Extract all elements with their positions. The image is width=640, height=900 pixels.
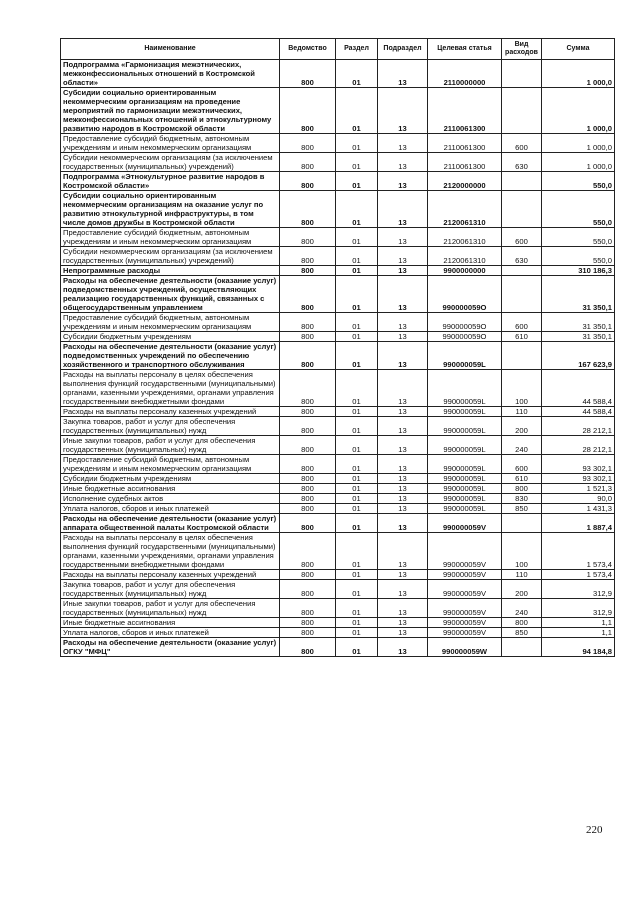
cell-amount: 310 186,3 — [542, 266, 615, 276]
cell-vedomstvo: 800 — [280, 484, 336, 494]
cell-vedomstvo: 800 — [280, 172, 336, 191]
cell-amount: 31 350,1 — [542, 276, 615, 313]
cell-expense-type: 600 — [502, 455, 542, 474]
table-row — [61, 504, 615, 514]
cell-amount: 44 588,4 — [542, 370, 615, 407]
cell-expense-type — [502, 276, 542, 313]
cell-podrazdel: 13 — [378, 134, 428, 153]
table-row — [61, 276, 615, 313]
cell-amount: 28 212,1 — [542, 417, 615, 436]
cell-amount: 1,1 — [542, 618, 615, 628]
cell-vedomstvo: 800 — [280, 638, 336, 657]
cell-amount: 31 350,1 — [542, 313, 615, 332]
header-podr: Подраздел — [378, 39, 428, 60]
cell-razdel: 01 — [336, 474, 378, 484]
cell-podrazdel: 13 — [378, 436, 428, 455]
cell-podrazdel: 13 — [378, 638, 428, 657]
header-row — [61, 39, 615, 60]
table-row — [61, 342, 615, 370]
cell-amount: 1 887,4 — [542, 514, 615, 533]
cell-target-article: 2110061300 — [428, 153, 502, 172]
table-row — [61, 332, 615, 342]
cell-razdel: 01 — [336, 504, 378, 514]
cell-expense-type: 200 — [502, 580, 542, 599]
cell-razdel: 01 — [336, 514, 378, 533]
cell-podrazdel: 13 — [378, 504, 428, 514]
cell-amount: 93 302,1 — [542, 474, 615, 484]
cell-razdel: 01 — [336, 436, 378, 455]
cell-name: Закупка товаров, работ и услуг для обеспечения государственных (муниципальных) нужд — [61, 417, 280, 436]
table-row — [61, 455, 615, 474]
cell-target-article: 990000059V — [428, 628, 502, 638]
cell-razdel: 01 — [336, 570, 378, 580]
page-number: 220 — [586, 824, 603, 836]
cell-vedomstvo: 800 — [280, 494, 336, 504]
cell-razdel: 01 — [336, 266, 378, 276]
table-row — [61, 514, 615, 533]
table-row — [61, 172, 615, 191]
cell-amount: 90,0 — [542, 494, 615, 504]
cell-name: Субсидии социально ориентированным некоммерческим организациям на оказание услуг по развитию этнокультурной инфраструктуры, в том числе домов дружбы в Костромской области — [61, 191, 280, 228]
cell-razdel: 01 — [336, 191, 378, 228]
cell-amount: 93 302,1 — [542, 455, 615, 474]
cell-expense-type — [502, 638, 542, 657]
cell-target-article: 990000059W — [428, 638, 502, 657]
cell-podrazdel: 13 — [378, 484, 428, 494]
cell-razdel: 01 — [336, 134, 378, 153]
cell-podrazdel: 13 — [378, 153, 428, 172]
cell-name: Предоставление субсидий бюджетным, автономным учреждениям и иным некоммерческим организациям — [61, 313, 280, 332]
cell-name: Расходы на обеспечение деятельности (оказание услуг) подведомственных учреждений по обеспечению хозяйственного и транспортного обслуживания — [61, 342, 280, 370]
cell-name: Расходы на выплаты персоналу казенных учреждений — [61, 570, 280, 580]
cell-podrazdel: 13 — [378, 417, 428, 436]
cell-vedomstvo: 800 — [280, 407, 336, 417]
cell-expense-type: 800 — [502, 618, 542, 628]
cell-target-article: 990000059О — [428, 276, 502, 313]
table-row — [61, 618, 615, 628]
cell-target-article: 9900000000 — [428, 266, 502, 276]
cell-razdel: 01 — [336, 533, 378, 570]
cell-target-article: 990000059V — [428, 570, 502, 580]
cell-expense-type: 110 — [502, 570, 542, 580]
table-row — [61, 134, 615, 153]
cell-target-article: 2120061310 — [428, 247, 502, 266]
cell-target-article: 990000059V — [428, 580, 502, 599]
cell-vedomstvo: 800 — [280, 88, 336, 134]
cell-vedomstvo: 800 — [280, 455, 336, 474]
cell-name: Субсидии бюджетным учреждениям — [61, 474, 280, 484]
cell-expense-type: 830 — [502, 494, 542, 504]
table-row — [61, 474, 615, 484]
cell-razdel: 01 — [336, 313, 378, 332]
cell-name: Расходы на выплаты персоналу в целях обеспечения выполнения функций государственными (муниципальными) органами, казенными учреждениями, органами управления государственными внебюджетными фондами — [61, 533, 280, 570]
cell-expense-type: 110 — [502, 407, 542, 417]
cell-target-article: 2110000000 — [428, 60, 502, 88]
header-vid: Вид расходов — [502, 39, 542, 60]
cell-amount: 1 000,0 — [542, 60, 615, 88]
cell-razdel: 01 — [336, 599, 378, 618]
cell-expense-type: 100 — [502, 533, 542, 570]
cell-podrazdel: 13 — [378, 533, 428, 570]
cell-vedomstvo: 800 — [280, 474, 336, 484]
cell-expense-type: 850 — [502, 504, 542, 514]
cell-vedomstvo: 800 — [280, 191, 336, 228]
cell-podrazdel: 13 — [378, 628, 428, 638]
cell-target-article: 990000059V — [428, 533, 502, 570]
cell-vedomstvo: 800 — [280, 417, 336, 436]
cell-podrazdel: 13 — [378, 88, 428, 134]
cell-expense-type — [502, 88, 542, 134]
cell-name: Расходы на обеспечение деятельности (оказание услуг) аппарата общественной палаты Костромской области — [61, 514, 280, 533]
cell-expense-type — [502, 191, 542, 228]
table-row — [61, 599, 615, 618]
table-row — [61, 313, 615, 332]
cell-expense-type: 600 — [502, 134, 542, 153]
budget-table — [60, 38, 615, 657]
cell-target-article: 990000059L — [428, 494, 502, 504]
cell-expense-type — [502, 342, 542, 370]
cell-name: Уплата налогов, сборов и иных платежей — [61, 628, 280, 638]
table-row — [61, 191, 615, 228]
table-row — [61, 494, 615, 504]
cell-podrazdel: 13 — [378, 618, 428, 628]
cell-name: Субсидии некоммерческим организациям (за исключением государственных (муниципальных) учреждений) — [61, 153, 280, 172]
cell-amount: 94 184,8 — [542, 638, 615, 657]
cell-razdel: 01 — [336, 407, 378, 417]
cell-podrazdel: 13 — [378, 266, 428, 276]
cell-amount: 550,0 — [542, 191, 615, 228]
cell-podrazdel: 13 — [378, 191, 428, 228]
cell-target-article: 990000059L — [428, 436, 502, 455]
table-row — [61, 417, 615, 436]
cell-vedomstvo: 800 — [280, 436, 336, 455]
cell-vedomstvo: 800 — [280, 342, 336, 370]
cell-amount: 1 000,0 — [542, 88, 615, 134]
cell-podrazdel: 13 — [378, 455, 428, 474]
cell-expense-type: 610 — [502, 474, 542, 484]
cell-name: Закупка товаров, работ и услуг для обеспечения государственных (муниципальных) нужд — [61, 580, 280, 599]
cell-target-article: 990000059L — [428, 455, 502, 474]
table-row — [61, 370, 615, 407]
cell-amount: 1 573,4 — [542, 570, 615, 580]
table-row — [61, 60, 615, 88]
cell-name: Иные закупки товаров, работ и услуг для обеспечения государственных (муниципальных) нужд — [61, 436, 280, 455]
cell-podrazdel: 13 — [378, 580, 428, 599]
cell-name: Субсидии бюджетным учреждениям — [61, 332, 280, 342]
cell-name: Расходы на выплаты персоналу казенных учреждений — [61, 407, 280, 417]
table-body — [61, 60, 615, 657]
table-row — [61, 638, 615, 657]
cell-expense-type: 600 — [502, 313, 542, 332]
cell-expense-type: 600 — [502, 228, 542, 247]
cell-expense-type: 200 — [502, 417, 542, 436]
table-row — [61, 484, 615, 494]
cell-expense-type: 630 — [502, 247, 542, 266]
cell-expense-type — [502, 172, 542, 191]
cell-amount: 1,1 — [542, 628, 615, 638]
cell-target-article: 990000059L — [428, 417, 502, 436]
header-razd: Раздел — [336, 39, 378, 60]
cell-razdel: 01 — [336, 172, 378, 191]
table-row — [61, 628, 615, 638]
cell-podrazdel: 13 — [378, 332, 428, 342]
cell-amount: 550,0 — [542, 172, 615, 191]
cell-expense-type: 800 — [502, 484, 542, 494]
cell-name: Предоставление субсидий бюджетным, автономным учреждениям и иным некоммерческим организациям — [61, 455, 280, 474]
cell-razdel: 01 — [336, 60, 378, 88]
cell-vedomstvo: 800 — [280, 370, 336, 407]
cell-expense-type: 100 — [502, 370, 542, 407]
table-row — [61, 436, 615, 455]
table-row — [61, 153, 615, 172]
cell-vedomstvo: 800 — [280, 504, 336, 514]
cell-amount: 1 000,0 — [542, 153, 615, 172]
cell-vedomstvo: 800 — [280, 266, 336, 276]
cell-amount: 31 350,1 — [542, 332, 615, 342]
cell-amount: 44 588,4 — [542, 407, 615, 417]
cell-podrazdel: 13 — [378, 228, 428, 247]
cell-vedomstvo: 800 — [280, 332, 336, 342]
cell-razdel: 01 — [336, 455, 378, 474]
cell-name: Иные бюджетные ассигнования — [61, 484, 280, 494]
cell-razdel: 01 — [336, 484, 378, 494]
cell-target-article: 990000059О — [428, 332, 502, 342]
header-cel: Целевая статья — [428, 39, 502, 60]
table-row — [61, 266, 615, 276]
cell-razdel: 01 — [336, 618, 378, 628]
cell-expense-type — [502, 514, 542, 533]
cell-razdel: 01 — [336, 417, 378, 436]
cell-vedomstvo: 800 — [280, 580, 336, 599]
cell-name: Предоставление субсидий бюджетным, автономным учреждениям и иным некоммерческим организациям — [61, 134, 280, 153]
cell-amount: 1 521,3 — [542, 484, 615, 494]
cell-podrazdel: 13 — [378, 599, 428, 618]
cell-name: Исполнение судебных актов — [61, 494, 280, 504]
cell-vedomstvo: 800 — [280, 153, 336, 172]
cell-razdel: 01 — [336, 276, 378, 313]
cell-target-article: 990000059L — [428, 342, 502, 370]
cell-razdel: 01 — [336, 494, 378, 504]
cell-podrazdel: 13 — [378, 313, 428, 332]
cell-razdel: 01 — [336, 228, 378, 247]
table-row — [61, 580, 615, 599]
cell-name: Субсидии социально ориентированным некоммерческим организациям на проведение мероприятий по гармонизации межэтнических, межконфессиональных отношений и этнокультурному развитию народов в Костромской области — [61, 88, 280, 134]
cell-vedomstvo: 800 — [280, 247, 336, 266]
cell-expense-type: 240 — [502, 599, 542, 618]
cell-name: Расходы на обеспечение деятельности (оказание услуг) ОГКУ "МФЦ" — [61, 638, 280, 657]
table-row — [61, 247, 615, 266]
cell-target-article: 2110061300 — [428, 88, 502, 134]
cell-vedomstvo: 800 — [280, 134, 336, 153]
cell-target-article: 990000059L — [428, 474, 502, 484]
cell-name: Уплата налогов, сборов и иных платежей — [61, 504, 280, 514]
cell-razdel: 01 — [336, 580, 378, 599]
cell-expense-type: 610 — [502, 332, 542, 342]
cell-target-article: 990000059L — [428, 407, 502, 417]
cell-target-article: 990000059V — [428, 514, 502, 533]
cell-name: Предоставление субсидий бюджетным, автономным учреждениям и иным некоммерческим организациям — [61, 228, 280, 247]
cell-amount: 1 573,4 — [542, 533, 615, 570]
cell-name: Расходы на выплаты персоналу в целях обеспечения выполнения функций государственными (муниципальными) органами, казенными учреждениями, органами управления государственными внебюджетными фондами — [61, 370, 280, 407]
cell-name: Подпрограмма «Гармонизация межэтнических, межконфессиональных отношений в Костромской области» — [61, 60, 280, 88]
header-sum: Сумма — [542, 39, 615, 60]
cell-name: Подпрограмма «Этнокультурное развитие народов в Костромской области» — [61, 172, 280, 191]
cell-podrazdel: 13 — [378, 247, 428, 266]
cell-amount: 1 431,3 — [542, 504, 615, 514]
cell-razdel: 01 — [336, 638, 378, 657]
cell-amount: 28 212,1 — [542, 436, 615, 455]
cell-expense-type: 630 — [502, 153, 542, 172]
cell-expense-type — [502, 266, 542, 276]
cell-vedomstvo: 800 — [280, 514, 336, 533]
cell-razdel: 01 — [336, 628, 378, 638]
cell-razdel: 01 — [336, 342, 378, 370]
cell-vedomstvo: 800 — [280, 228, 336, 247]
cell-name: Непрограммные расходы — [61, 266, 280, 276]
table-row — [61, 570, 615, 580]
cell-amount: 550,0 — [542, 247, 615, 266]
cell-name: Субсидии некоммерческим организациям (за исключением государственных (муниципальных) учреждений) — [61, 247, 280, 266]
cell-podrazdel: 13 — [378, 342, 428, 370]
cell-podrazdel: 13 — [378, 514, 428, 533]
cell-vedomstvo: 800 — [280, 313, 336, 332]
cell-razdel: 01 — [336, 88, 378, 134]
cell-expense-type: 240 — [502, 436, 542, 455]
cell-target-article: 990000059О — [428, 313, 502, 332]
cell-podrazdel: 13 — [378, 494, 428, 504]
cell-podrazdel: 13 — [378, 570, 428, 580]
cell-amount: 167 623,9 — [542, 342, 615, 370]
table-row — [61, 533, 615, 570]
cell-expense-type: 850 — [502, 628, 542, 638]
cell-razdel: 01 — [336, 153, 378, 172]
cell-podrazdel: 13 — [378, 407, 428, 417]
table-row — [61, 228, 615, 247]
cell-vedomstvo: 800 — [280, 599, 336, 618]
cell-target-article: 2120061310 — [428, 191, 502, 228]
cell-name: Иные закупки товаров, работ и услуг для обеспечения государственных (муниципальных) нужд — [61, 599, 280, 618]
cell-amount: 550,0 — [542, 228, 615, 247]
cell-target-article: 990000059L — [428, 370, 502, 407]
cell-amount: 312,9 — [542, 599, 615, 618]
cell-vedomstvo: 800 — [280, 276, 336, 313]
cell-vedomstvo: 800 — [280, 533, 336, 570]
cell-target-article: 2110061300 — [428, 134, 502, 153]
cell-vedomstvo: 800 — [280, 60, 336, 88]
cell-name: Иные бюджетные ассигнования — [61, 618, 280, 628]
cell-vedomstvo: 800 — [280, 570, 336, 580]
cell-name: Расходы на обеспечение деятельности (оказание услуг) подведомственных учреждений, осуществляющих реализацию государственных функций, связанных с общегосударственным управлением — [61, 276, 280, 313]
cell-podrazdel: 13 — [378, 172, 428, 191]
cell-podrazdel: 13 — [378, 474, 428, 484]
cell-razdel: 01 — [336, 332, 378, 342]
cell-razdel: 01 — [336, 247, 378, 266]
cell-target-article: 990000059L — [428, 504, 502, 514]
cell-podrazdel: 13 — [378, 370, 428, 407]
cell-target-article: 2120061310 — [428, 228, 502, 247]
header-ved: Ведомство — [280, 39, 336, 60]
cell-vedomstvo: 800 — [280, 628, 336, 638]
cell-target-article: 990000059V — [428, 618, 502, 628]
cell-amount: 1 000,0 — [542, 134, 615, 153]
cell-target-article: 2120000000 — [428, 172, 502, 191]
cell-razdel: 01 — [336, 370, 378, 407]
cell-amount: 312,9 — [542, 580, 615, 599]
cell-expense-type — [502, 60, 542, 88]
cell-vedomstvo: 800 — [280, 618, 336, 628]
cell-podrazdel: 13 — [378, 60, 428, 88]
cell-podrazdel: 13 — [378, 276, 428, 313]
cell-target-article: 990000059V — [428, 599, 502, 618]
table-row — [61, 88, 615, 134]
cell-target-article: 990000059L — [428, 484, 502, 494]
table-row — [61, 407, 615, 417]
header-name: Наименование — [61, 39, 280, 60]
